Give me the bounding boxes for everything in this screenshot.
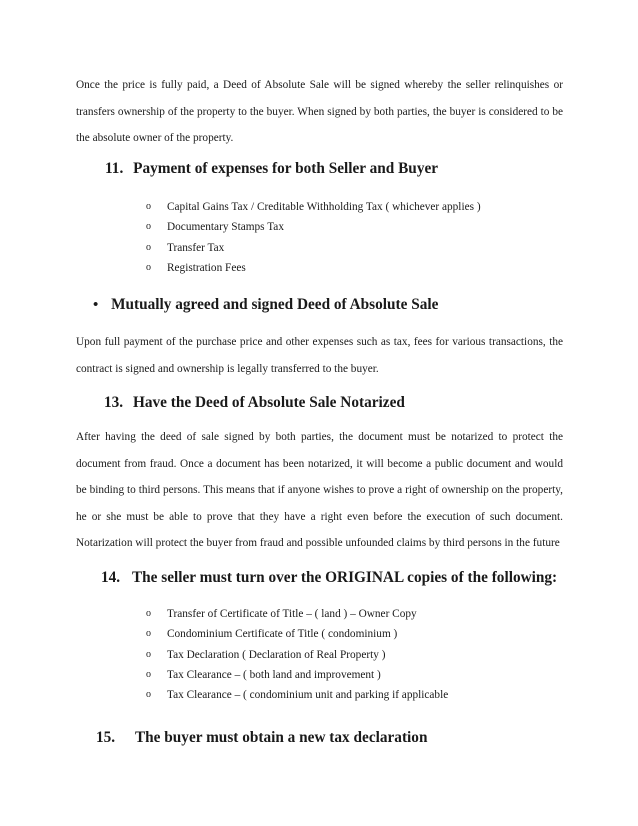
section-15-title: The buyer must obtain a new tax declaration [134, 729, 428, 746]
section-13-title: Have the Deed of Absolute Sale Notarized [132, 394, 405, 411]
section-14-number: 14. [101, 569, 121, 586]
circle-bullet-icon: o [146, 241, 151, 253]
circle-bullet-icon: o [146, 221, 151, 233]
section-bullet-heading [93, 296, 438, 314]
section-bullet-paragraph: Upon full payment of the purchase price and other expenses such as tax, fees for various transactions, the contract is signed and ownership is legally transferred to the buyer. [76, 336, 563, 375]
circle-bullet-icon: o [146, 648, 151, 660]
section-13-paragraph: After having the deed of sale signed by both parties, the document must be notarized to protect the document from fraud. Once a document has been notarized, it will become a public document and would be binding to third persons. This means that if anyone wishes to prove a right of ownership on the property, he or she must be able to prove that they have a right even before the execution of such document. Notarization will protect the buyer from fraud and possible unfounded claims by third persons in the future [76, 431, 563, 549]
section-15-heading [96, 729, 427, 747]
document-page: Once the price is fully paid, a Deed of Absolute Sale will be signed whereby the seller relinquishes or transfers ownership of the property to the buyer. When signed by both parties, the buyer is considered to be the absolute owner of the property. 11. Payment of expenses for both Seller and Buyer o Capital Gains Tax / Creditable Withholding Tax ( whichever applies ) o Documentary Stamps Tax o Transfer Tax o Registration Fees • Mutually agreed and signed Deed of Absolute Sale Upon full payment of the purchase price and other expenses such as tax, fees for various transactions, the contract is signed and ownership is legally transferred to the buyer. 13. Have the Deed of Absolute Sale Notarized After having the deed of sale signed by both parties, the document must be notarized to protect the document from fraud. Once a document has been notarized, it will become a public document and would be binding to third persons. This means that if anyone wishes to prove a right of ownership on the property, he or she must be able to prove that they have a right even before the execution of such document. Notarization will protect the buyer from fraud and possible unfounded claims by third persons in the future 14. The seller must turn over the ORIGINAL copies of the following: o Transfer of Certificate of Title – ( land ) – Owner Copy o Condominium Certificate of Title ( condominium ) o Tax Declaration ( Declaration of Real Property ) o Tax Clearance – ( both land and improvement ) o Tax Clearance – ( condominium unit and parking if applicable 15. The buyer must obtain a new tax declaration [0, 0, 638, 826]
section-bullet-title: Mutually agreed and signed Deed of Absolute Sale [111, 296, 439, 313]
section-14-heading [101, 569, 557, 587]
bullet-icon: • [93, 297, 99, 313]
intro-paragraph: Once the price is fully paid, a Deed of Absolute Sale will be signed whereby the seller relinquishes or transfers ownership of the property to the buyer. When signed by both parties, the buyer is considered to be the absolute owner of the property. [76, 79, 563, 144]
circle-bullet-icon: o [146, 261, 151, 273]
circle-bullet-icon: o [146, 689, 151, 701]
section-13-number: 13. [104, 394, 124, 411]
section-13-heading [104, 394, 405, 412]
section-11-title: Payment of expenses for both Seller and Buyer [133, 160, 439, 177]
circle-bullet-icon: o [146, 628, 151, 640]
section-11-heading [105, 160, 438, 178]
section-15-number: 15. [96, 729, 116, 746]
circle-bullet-icon: o [146, 201, 151, 212]
circle-bullet-icon: o [146, 608, 151, 619]
section-14-title: The seller must turn over the ORIGINAL copies of the following: [131, 569, 558, 586]
section-11-number: 11. [105, 160, 124, 177]
circle-bullet-icon: o [146, 668, 151, 680]
